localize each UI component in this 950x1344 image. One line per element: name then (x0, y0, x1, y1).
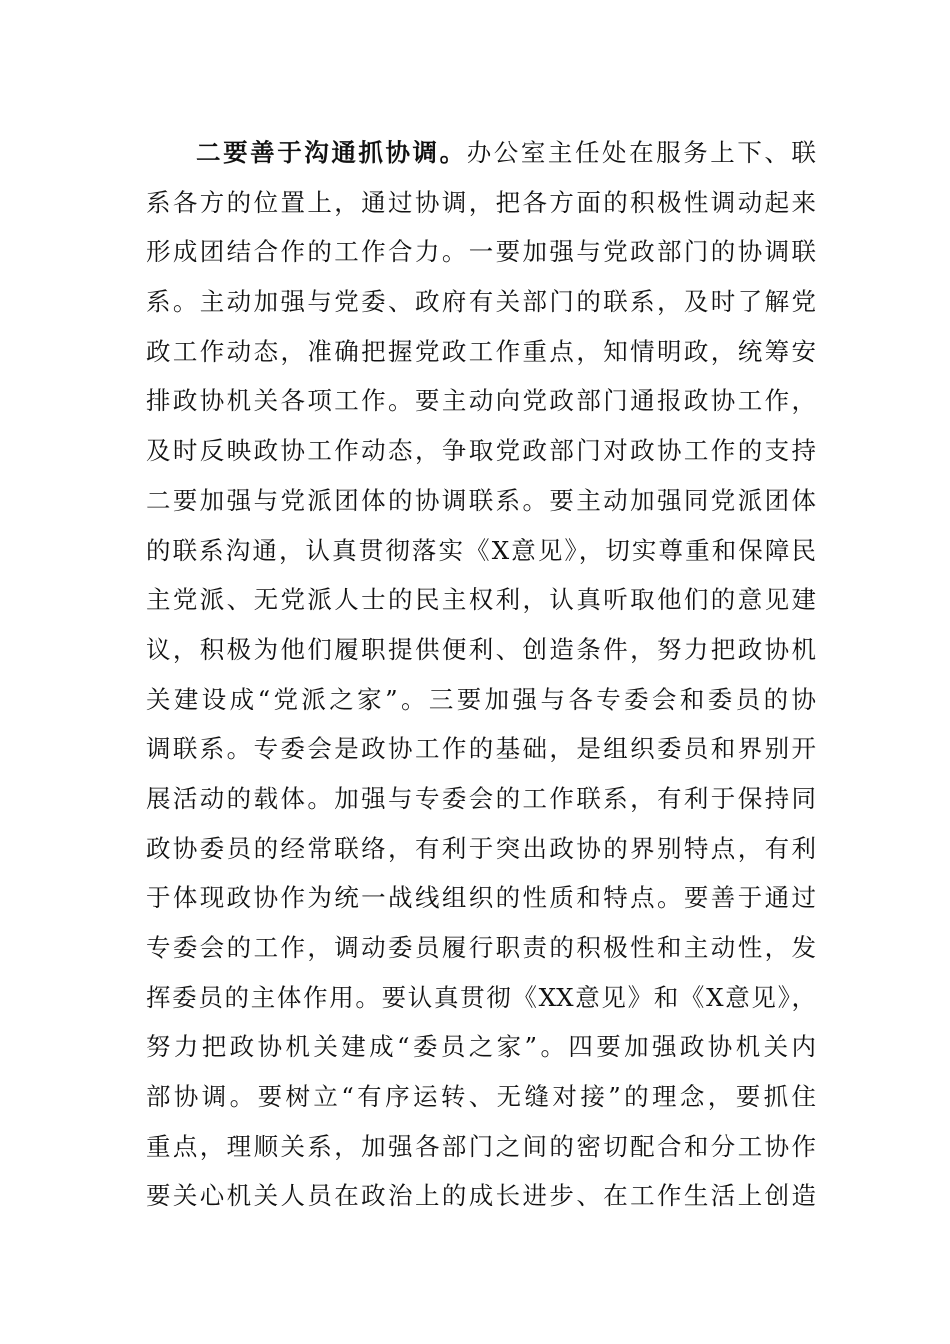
text-line: 及时反映政协工作动态，争取党政部门对政协工作的支持 (146, 436, 816, 466)
text-line: 于体现政协作为统一战线组织的性质和特点。要善于通过 (146, 883, 816, 913)
text-line: 展活动的载体。加强与专委会的工作联系，有利于保持同 (146, 783, 816, 813)
text-line: 形成团结合作的工作合力。一要加强与党政部门的协调联 (146, 237, 816, 267)
section-lead: 二要善于沟通抓协调。 (196, 138, 467, 167)
text-line: 调联系。专委会是政协工作的基础，是组织委员和界别开 (146, 734, 816, 764)
text-line: 挥委员的主体作用。要认真贯彻《XX意见》和《X意见》， (146, 982, 816, 1012)
text-line: 重点，理顺关系，加强各部门之间的密切配合和分工协作 (146, 1131, 816, 1161)
text-line: 要关心机关人员在政治上的成长进步、在工作生活上创造 (146, 1181, 816, 1211)
text-line: 努力把政协机关建成“委员之家”。四要加强政协机关内 (146, 1032, 816, 1062)
text-line: 议，积极为他们履职提供便利、创造条件，努力把政协机 (146, 634, 816, 664)
text-line: 的联系沟通，认真贯彻落实《X意见》，切实尊重和保障民 (146, 535, 816, 565)
text-line: 关建设成“党派之家”。三要加强与各专委会和委员的协 (146, 684, 816, 714)
text-line: 二要加强与党派团体的协调联系。要主动加强同党派团体 (146, 485, 816, 515)
text-line: 政工作动态，准确把握党政工作重点，知情明政，统筹安 (146, 336, 816, 366)
text-line: 部协调。要树立“有序运转、无缝对接”的理念，要抓住 (146, 1082, 816, 1112)
text-line: 政协委员的经常联络，有利于突出政协的界别特点，有利 (146, 833, 816, 863)
first-line-text: 办公室主任处在服务上下、联 (466, 138, 817, 167)
text-line: 系各方的位置上，通过协调，把各方面的积极性调动起来 (146, 187, 816, 217)
text-line: 排政协机关各项工作。要主动向党政部门通报政协工作， (146, 386, 816, 416)
text-line: 系。主动加强与党委、政府有关部门的联系，及时了解党 (146, 287, 816, 317)
text-line: 专委会的工作，调动委员履行职责的积极性和主动性，发 (146, 933, 816, 962)
text-line: 主党派、无党派人士的民主权利，认真听取他们的意见建 (146, 585, 816, 615)
body-text (146, 128, 816, 1221)
paragraph-first-line (146, 128, 816, 178)
